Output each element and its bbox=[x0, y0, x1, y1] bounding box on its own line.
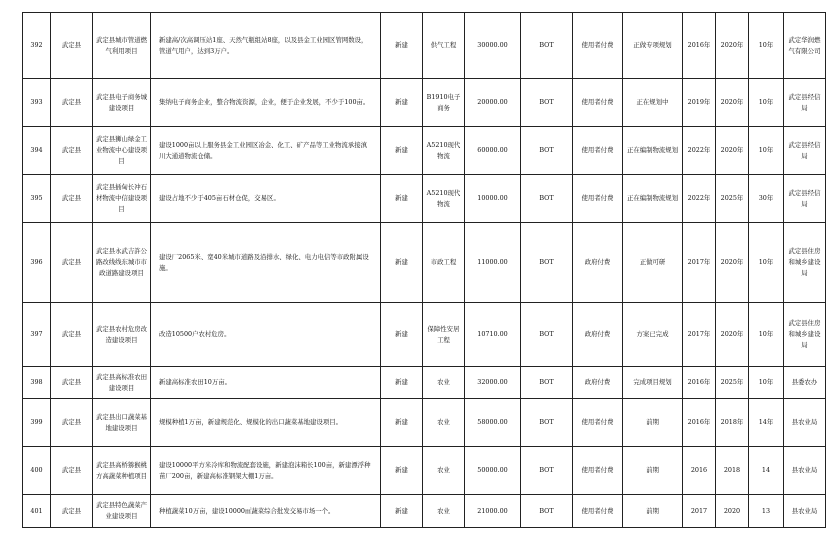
cell-no: 392 bbox=[23, 13, 51, 79]
cell-industry: 保障性安居工程 bbox=[423, 303, 465, 367]
cell-term: 10年 bbox=[749, 13, 784, 79]
cell-pay: 使用者付费 bbox=[573, 399, 623, 447]
cell-owner: 县农业局 bbox=[784, 447, 826, 495]
cell-amount: 50000.00 bbox=[465, 447, 521, 495]
cell-desc: 建设1000亩以上服务县金工业园区冶金、化工、矿产品等工业物流承接滇川大通道物流仓储。 bbox=[151, 127, 381, 175]
cell-industry: 市政工程 bbox=[423, 223, 465, 303]
cell-industry: 农业 bbox=[423, 367, 465, 399]
cell-county: 武定县 bbox=[51, 495, 93, 528]
cell-type: 新建 bbox=[381, 13, 423, 79]
cell-name: 武定县插甸长冲石材物流中信建设项目 bbox=[93, 175, 151, 223]
cell-type: 新建 bbox=[381, 127, 423, 175]
table-row bbox=[23, 175, 826, 223]
cell-county: 武定县 bbox=[51, 223, 93, 303]
cell-no: 393 bbox=[23, 79, 51, 127]
cell-desc: 集纳电子商务企业，整合物流资源，企业，便于企业发展，不少于100亩。 bbox=[151, 79, 381, 127]
cell-name: 武定县农村危房改造建设项目 bbox=[93, 303, 151, 367]
table-row bbox=[23, 223, 826, 303]
cell-owner: 武定县经信局 bbox=[784, 127, 826, 175]
cell-county: 武定县 bbox=[51, 175, 93, 223]
cell-amount: 60000.00 bbox=[465, 127, 521, 175]
cell-start: 2019年 bbox=[683, 79, 716, 127]
cell-progress: 前期 bbox=[623, 399, 683, 447]
cell-desc: 规模种植1万亩，新建规范化、规模化的出口蔬菜基地建设项目。 bbox=[151, 399, 381, 447]
cell-owner: 县农业局 bbox=[784, 495, 826, 528]
cell-end: 2020年 bbox=[716, 13, 749, 79]
cell-start: 2016年 bbox=[683, 367, 716, 399]
cell-progress: 方案已完成 bbox=[623, 303, 683, 367]
cell-name: 武定县出口蔬菜基地建设项目 bbox=[93, 399, 151, 447]
cell-name: 武定县高标准农田建设项目 bbox=[93, 367, 151, 399]
cell-term: 10年 bbox=[749, 79, 784, 127]
cell-county: 武定县 bbox=[51, 79, 93, 127]
cell-type: 新建 bbox=[381, 175, 423, 223]
cell-desc: 改造10500户农村危房。 bbox=[151, 303, 381, 367]
cell-no: 401 bbox=[23, 495, 51, 528]
cell-no: 397 bbox=[23, 303, 51, 367]
cell-owner: 武定县住房和城乡建设局 bbox=[784, 223, 826, 303]
cell-mode: BOT bbox=[521, 79, 573, 127]
cell-owner: 武定县住房和城乡建设局 bbox=[784, 303, 826, 367]
cell-pay: 政府付费 bbox=[573, 367, 623, 399]
cell-name: 武定县电子商务城建设项目 bbox=[93, 79, 151, 127]
cell-mode: BOT bbox=[521, 447, 573, 495]
cell-no: 395 bbox=[23, 175, 51, 223]
cell-no: 399 bbox=[23, 399, 51, 447]
cell-owner: 武定县经信局 bbox=[784, 79, 826, 127]
cell-mode: BOT bbox=[521, 127, 573, 175]
document-page bbox=[22, 12, 821, 528]
cell-progress: 正做专项规划 bbox=[623, 13, 683, 79]
cell-pay: 使用者付费 bbox=[573, 495, 623, 528]
cell-amount: 58000.00 bbox=[465, 399, 521, 447]
table-row bbox=[23, 127, 826, 175]
cell-start: 2017年 bbox=[683, 223, 716, 303]
cell-desc: 建设10000平方米冷库和物流配套设施，新建泡沫箱长100亩，新建漂浮种苗厂200亩，新建高标准钢架大棚1万亩。 bbox=[151, 447, 381, 495]
cell-progress: 正在规划中 bbox=[623, 79, 683, 127]
cell-desc: 建设厂2065米、宽40米城市道路及沿排水、绿化、电力电信等市政附属设施。 bbox=[151, 223, 381, 303]
cell-mode: BOT bbox=[521, 303, 573, 367]
cell-term: 10年 bbox=[749, 303, 784, 367]
cell-start: 2016年 bbox=[683, 399, 716, 447]
cell-mode: BOT bbox=[521, 223, 573, 303]
cell-mode: BOT bbox=[521, 495, 573, 528]
cell-mode: BOT bbox=[521, 399, 573, 447]
cell-progress: 正做可研 bbox=[623, 223, 683, 303]
cell-term: 14年 bbox=[749, 399, 784, 447]
cell-desc: 种植蔬菜10万亩，建设10000㎡蔬菜综合批发交易市场一个。 bbox=[151, 495, 381, 528]
cell-county: 武定县 bbox=[51, 303, 93, 367]
cell-industry: 供气工程 bbox=[423, 13, 465, 79]
cell-amount: 32000.00 bbox=[465, 367, 521, 399]
cell-mode: BOT bbox=[521, 367, 573, 399]
cell-type: 新建 bbox=[381, 367, 423, 399]
cell-start: 2016 bbox=[683, 447, 716, 495]
project-table bbox=[22, 12, 826, 528]
cell-no: 396 bbox=[23, 223, 51, 303]
cell-amount: 10710.00 bbox=[465, 303, 521, 367]
cell-industry: A5210现代物流 bbox=[423, 127, 465, 175]
cell-name: 武定县特色蔬菜产业建设项目 bbox=[93, 495, 151, 528]
cell-desc: 新建高/次高调压站1座、天然气瓶组站8座，以及县金工业园区管网数设，管道气用户，达到3万户。 bbox=[151, 13, 381, 79]
table-row bbox=[23, 303, 826, 367]
cell-pay: 使用者付费 bbox=[573, 127, 623, 175]
table-row bbox=[23, 495, 826, 528]
cell-owner: 县委农办 bbox=[784, 367, 826, 399]
table-row bbox=[23, 399, 826, 447]
cell-amount: 10000.00 bbox=[465, 175, 521, 223]
cell-pay: 使用者付费 bbox=[573, 447, 623, 495]
cell-owner: 县农业局 bbox=[784, 399, 826, 447]
cell-name: 武定县永武吉許公路改线线东城市市政道路建设项目 bbox=[93, 223, 151, 303]
cell-end: 2018 bbox=[716, 447, 749, 495]
cell-type: 新建 bbox=[381, 495, 423, 528]
cell-industry: 农业 bbox=[423, 399, 465, 447]
cell-county: 武定县 bbox=[51, 13, 93, 79]
cell-amount: 21000.00 bbox=[465, 495, 521, 528]
cell-type: 新建 bbox=[381, 79, 423, 127]
cell-term: 14 bbox=[749, 447, 784, 495]
cell-pay: 政府付费 bbox=[573, 223, 623, 303]
cell-county: 武定县 bbox=[51, 127, 93, 175]
cell-start: 2022年 bbox=[683, 127, 716, 175]
cell-start: 2016年 bbox=[683, 13, 716, 79]
cell-industry: 农业 bbox=[423, 447, 465, 495]
cell-no: 394 bbox=[23, 127, 51, 175]
cell-industry: A5210现代物流 bbox=[423, 175, 465, 223]
cell-name: 武定县城市管道燃气利用项目 bbox=[93, 13, 151, 79]
cell-no: 400 bbox=[23, 447, 51, 495]
cell-progress: 前期 bbox=[623, 447, 683, 495]
cell-end: 2025年 bbox=[716, 367, 749, 399]
cell-no: 398 bbox=[23, 367, 51, 399]
table-row bbox=[23, 13, 826, 79]
cell-owner: 武定县经信局 bbox=[784, 175, 826, 223]
cell-pay: 政府付费 bbox=[573, 303, 623, 367]
cell-start: 2017年 bbox=[683, 303, 716, 367]
cell-industry: 农业 bbox=[423, 495, 465, 528]
cell-amount: 30000.00 bbox=[465, 13, 521, 79]
cell-pay: 使用者付费 bbox=[573, 13, 623, 79]
cell-end: 2020年 bbox=[716, 223, 749, 303]
cell-progress: 前期 bbox=[623, 495, 683, 528]
cell-name: 武定县狮山绿金工业物流中心建设项目 bbox=[93, 127, 151, 175]
cell-mode: BOT bbox=[521, 175, 573, 223]
table-row bbox=[23, 367, 826, 399]
cell-type: 新建 bbox=[381, 303, 423, 367]
cell-term: 30年 bbox=[749, 175, 784, 223]
cell-end: 2020 bbox=[716, 495, 749, 528]
cell-progress: 正在编制物流规划 bbox=[623, 127, 683, 175]
cell-end: 2020年 bbox=[716, 127, 749, 175]
table-row bbox=[23, 79, 826, 127]
cell-end: 2025年 bbox=[716, 175, 749, 223]
cell-county: 武定县 bbox=[51, 399, 93, 447]
cell-progress: 完成项目规划 bbox=[623, 367, 683, 399]
cell-amount: 20000.00 bbox=[465, 79, 521, 127]
cell-term: 13 bbox=[749, 495, 784, 528]
cell-progress: 正在编制物流规划 bbox=[623, 175, 683, 223]
table-row bbox=[23, 447, 826, 495]
cell-end: 2018年 bbox=[716, 399, 749, 447]
cell-start: 2022年 bbox=[683, 175, 716, 223]
cell-amount: 11000.00 bbox=[465, 223, 521, 303]
cell-type: 新建 bbox=[381, 223, 423, 303]
cell-county: 武定县 bbox=[51, 447, 93, 495]
cell-desc: 建设占地不少于405亩石材仓促，交易区。 bbox=[151, 175, 381, 223]
cell-owner: 武定华润燃气有限公司 bbox=[784, 13, 826, 79]
cell-end: 2020年 bbox=[716, 79, 749, 127]
cell-county: 武定县 bbox=[51, 367, 93, 399]
table-body bbox=[23, 13, 826, 528]
cell-end: 2020年 bbox=[716, 303, 749, 367]
cell-type: 新建 bbox=[381, 399, 423, 447]
cell-term: 10年 bbox=[749, 367, 784, 399]
cell-pay: 使用者付费 bbox=[573, 175, 623, 223]
cell-desc: 新建高标准农田10万亩。 bbox=[151, 367, 381, 399]
cell-name: 武定县高桥猕猴桃方高蔬菜种植项目 bbox=[93, 447, 151, 495]
cell-type: 新建 bbox=[381, 447, 423, 495]
cell-mode: BOT bbox=[521, 13, 573, 79]
cell-term: 10年 bbox=[749, 127, 784, 175]
cell-industry: B1910电子商务 bbox=[423, 79, 465, 127]
cell-start: 2017 bbox=[683, 495, 716, 528]
cell-term: 10年 bbox=[749, 223, 784, 303]
cell-pay: 使用者付费 bbox=[573, 79, 623, 127]
